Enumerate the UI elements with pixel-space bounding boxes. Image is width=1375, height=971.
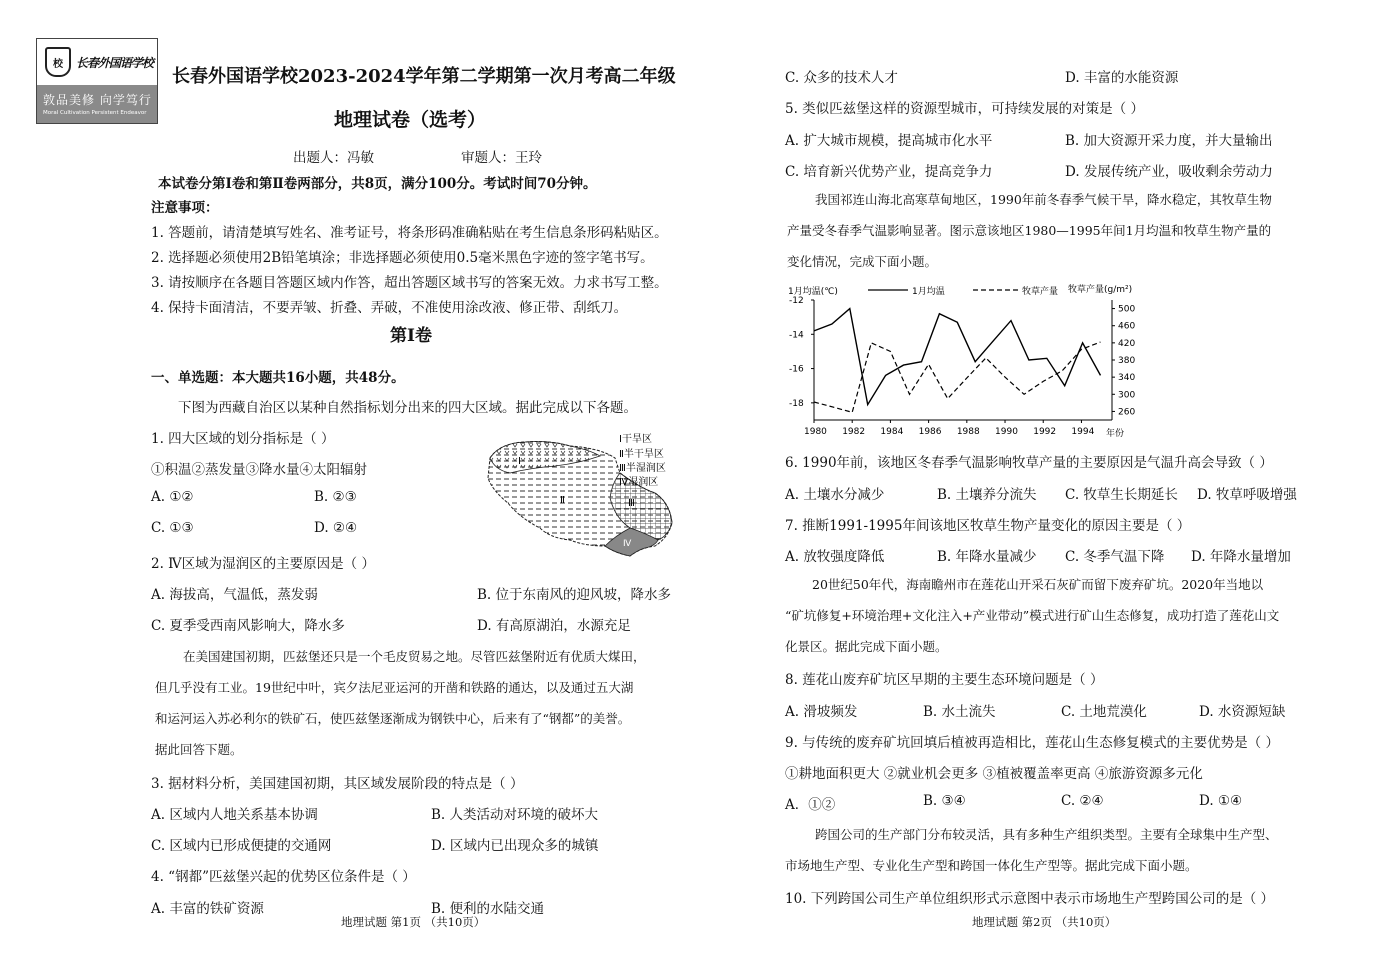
q8-option-c[interactable]: C. 土地荒漠化 [1061,704,1147,720]
tibet-region-map [480,428,680,563]
q9-option-a[interactable]: A．①② [785,797,836,813]
passage-line: 据此回答下题。 [155,742,243,757]
q5-option-a[interactable]: A. 扩大城市规模，提高城市化水平 [785,133,993,149]
q3-option-a[interactable]: A. 区域内人地关系基本协调 [151,807,318,823]
legend-2: 牧草产量 [1022,287,1059,297]
q7-option-c[interactable]: C. 冬季气温下降 [1065,549,1165,565]
q10-stem: 10. 下列跨国公司生产单位组织形式示意图中表示市场地生产型跨国公司的是（ ） [785,891,1275,907]
legend-1: 1月均温 [912,287,945,297]
x-tick-label: 1992 [1033,427,1057,437]
volume-heading: 第Ⅰ卷 [390,326,432,346]
page-footer-1: 地理试题 第1页 （共10页） [341,915,486,929]
passage-line: 和运河运入苏必利尔的铁矿石，使匹兹堡逐渐成为钢铁中心，后来有了“钢都”的美誉。 [155,711,631,726]
passage3-line: 化景区。据此完成下面小题。 [785,639,948,654]
q4-option-b[interactable]: B. 便利的水陆交通 [431,901,545,917]
notice-4: 4. 保持卡面清洁，不要弄皱、折叠、弄破，不准使用涂改液、修正带、刮纸刀。 [151,300,628,316]
right-tick-label: 340 [1118,373,1136,384]
q8-option-a[interactable]: A. 滑坡频发 [785,704,858,720]
q9-option-d[interactable]: D. ①④ [1199,793,1243,809]
passage4-line: 跨国公司的生产部门分布较灵活，具有多种生产组织类型。主要有全球集中生产型、 [815,827,1278,842]
series-temperature-line [814,309,1101,405]
right-tick-label: 460 [1118,321,1136,332]
q7-option-d[interactable]: D. 年降水量增加 [1191,549,1291,565]
q2-stem: 2. Ⅳ区域为湿润区的主要原因是（ ） [151,556,375,572]
passage2-line: 变化情况，完成下面小题。 [787,254,938,269]
passage3-line: “矿坑修复+环境治理+文化注入+产业带动”模式进行矿山生态修复，成功打造了莲花山文 [785,608,1280,623]
section-heading: 一、单选题：本大题共16小题，共48分。 [151,370,405,386]
page-footer-2: 地理试题 第2页 （共10页） [972,915,1117,929]
map-label-1: Ⅰ [518,456,521,467]
x-axis-label: 年份 [1106,429,1125,439]
q1-stem: 1. 四大区域的划分指标是（ ） [151,431,335,447]
x-tick-label: 1988 [956,427,980,437]
left-tick-label: -14 [789,330,804,341]
logo-motto-en: Moral Cultivation Persistent Endeavor [43,110,147,116]
notice-2: 2. 选择题必须使用2B铅笔填涂；非选择题必须使用0.5毫米黑色字迹的签字笔书写。 [151,250,654,266]
q9-option-c[interactable]: C. ②④ [1061,793,1104,809]
x-tick-label: 1980 [804,427,827,437]
q7-stem: 7. 推断1991-1995年间该地区牧草生物产量变化的原因主要是（ ） [785,518,1191,534]
right-tick-label: 420 [1118,338,1136,349]
x-tick-label: 1986 [918,427,942,437]
q2-option-c[interactable]: C. 夏季受西南风影响大，降水多 [151,618,345,634]
school-seal-icon: 校 [45,47,71,77]
q3-stem: 3. 据材料分析，美国建国初期，其区域发展阶段的特点是（ ） [151,776,524,792]
q6-option-d[interactable]: D. 牧草呼吸增强 [1197,487,1297,503]
q4-option-d[interactable]: D. 丰富的水能资源 [1065,70,1179,86]
q7-option-b[interactable]: B. 年降水量减少 [937,549,1037,565]
exam-subtitle: 地理试卷（选考） [334,109,487,131]
left-tick-label: -16 [789,364,804,375]
passage-line: 在美国建国初期，匹兹堡还只是一个毛皮贸易之地。尽管匹兹堡附近有优质大煤田， [183,649,646,664]
q3-option-b[interactable]: B. 人类活动对环境的破坏大 [431,807,599,823]
right-tick-label: 500 [1118,304,1136,315]
q1-option-d[interactable]: D. ②④ [314,520,358,536]
map-label-3: Ⅲ [628,498,635,509]
q1-option-a[interactable]: A. ①② [151,489,194,505]
q5-option-b[interactable]: B. 加大资源开采力度，并大量输出 [1065,133,1273,149]
q2-option-a[interactable]: A. 海拔高，气温低，蒸发弱 [151,587,318,603]
map-label-4: Ⅳ [623,539,632,549]
right-tick-label: 380 [1118,356,1136,366]
logo-name: 长春外国语学校 [76,55,154,70]
logo-motto: 敦品美修 向学笃行 [43,93,152,107]
school-logo [36,38,158,124]
x-tick-label: 1984 [880,427,904,437]
q8-option-d[interactable]: D. 水资源短缺 [1199,704,1286,720]
notice-title: 注意事项： [151,200,219,216]
exam-info: 本试卷分第Ⅰ卷和第Ⅱ卷两部分，共8页，满分100分。考试时间70分钟。 [158,176,597,192]
notice-1: 1. 答题前，请清楚填写姓名、准考证号，将条形码准确粘贴在考生信息条形码粘贴区。 [151,225,668,241]
q8-stem: 8. 莲花山废弃矿坑区早期的主要生态环境问题是（ ） [785,672,1104,688]
passage2-line: 产量受冬春季气温影响显著。图示意该地区1980—1995年间1月均温和牧草生物产量的 [787,223,1272,238]
q1-items: ①积温②蒸发量③降水量④太阳辐射 [151,462,367,478]
q8-option-b[interactable]: B. 水土流失 [923,704,996,720]
q3-option-d[interactable]: D. 区域内已出现众多的城镇 [431,838,599,854]
x-tick-label: 1994 [1071,427,1095,437]
passage-line: 但几乎没有工业。19世纪中叶，宾夕法尼亚运河的开凿和铁路的通达，以及通过五大湖 [155,680,634,695]
right-axis-label: 牧草产量(g/m²) [1068,285,1133,295]
q9-option-b[interactable]: B. ③④ [923,793,966,809]
intro-map: 下图为西藏自治区以某种自然指标划分出来的四大区域。据此完成以下各题。 [178,400,637,416]
q3-option-c[interactable]: C. 区域内已形成便捷的交通网 [151,838,332,854]
left-axis-label: 1月均温(℃) [788,287,838,297]
map-label-2: Ⅱ [560,495,565,506]
q6-stem: 6. 1990年前，该地区冬春季气温影响牧草产量的主要原因是气温升高会导致（ ） [785,455,1273,471]
q1-option-c[interactable]: C. ①③ [151,520,194,536]
q4-option-c[interactable]: C. 众多的技术人才 [785,70,898,86]
passage3-line: 20世纪50年代，海南瞻州市在莲花山开采石灰矿而留下废弃矿坑。2020年当地以 [812,577,1264,592]
x-tick-label: 1982 [842,427,866,437]
map-legend-1: Ⅰ干旱区 [619,434,652,445]
series-yield-line [814,342,1101,412]
passage4-line: 市场地生产型、专业化生产型和跨国一体化生产型等。据此完成下面小题。 [785,858,1198,873]
q5-stem: 5. 类似匹兹堡这样的资源型城市，可持续发展的对策是（ ） [785,101,1144,117]
q9-stem: 9. 与传统的废弃矿坑回填后植被再造相比，莲花山生态修复模式的主要优势是（ ） [785,735,1279,751]
reviewer: 审题人：王玲 [461,150,542,166]
q4-stem: 4. “钢都”匹兹堡兴起的优势区位条件是（ ） [151,869,416,885]
left-tick-label: -12 [789,296,804,306]
right-tick-label: 300 [1118,390,1136,401]
q1-option-b[interactable]: B. ②③ [314,489,357,505]
right-tick-label: 260 [1118,407,1136,418]
q4-option-a[interactable]: A. 丰富的铁矿资源 [151,901,264,917]
author: 出题人：冯敏 [293,150,374,166]
map-legend-3: Ⅲ半湿润区 [619,463,666,474]
exam-title: 长春外国语学校2023-2024学年第二学期第一次月考高二年级 [172,66,676,87]
q2-option-d[interactable]: D. 有高原湖泊，水源充足 [477,618,631,634]
passage2-line: 我国祁连山海北高寒草甸地区，1990年前冬春季气候干旱，降水稳定，其牧草生物 [815,192,1272,207]
q5-option-c[interactable]: C. 培育新兴优势产业，提高竞争力 [785,164,993,180]
temperature-yield-chart [778,280,1158,445]
x-tick-label: 1990 [995,427,1018,437]
q5-option-d[interactable]: D. 发展传统产业，吸收剩余劳动力 [1065,164,1273,180]
q2-option-b[interactable]: B. 位于东南风的迎风坡，降水多 [477,587,672,603]
q7-option-a[interactable]: A. 放牧强度降低 [785,549,885,565]
q6-option-b[interactable]: B. 土壤养分流失 [937,487,1037,503]
q9-items: ①耕地面积更大 ②就业机会更多 ③植被覆盖率更高 ④旅游资源多元化 [785,766,1203,782]
q6-option-c[interactable]: C. 牧草生长期延长 [1065,487,1178,503]
map-legend-2: Ⅱ半干旱区 [619,449,664,460]
left-tick-label: -18 [789,398,804,409]
map-legend-4: Ⅳ湿润区 [619,477,659,488]
q6-option-a[interactable]: A. 土壤水分减少 [785,487,885,503]
notice-3: 3. 请按顺序在各题目答题区域内作答，超出答题区域书写的答案无效。力求书写工整。 [151,275,668,291]
